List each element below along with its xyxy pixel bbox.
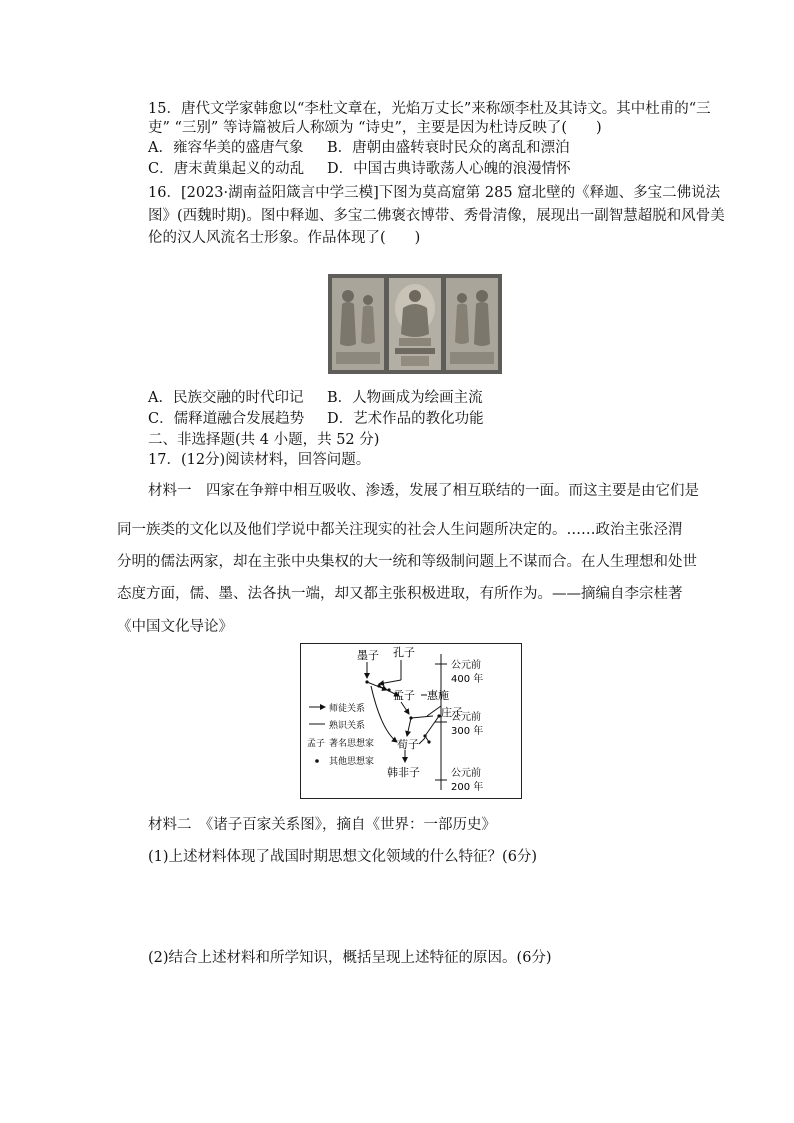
q15-option-a: A．雍容华美的盛唐气象 [148,140,304,156]
q16-option-c: C．儒释道融合发展趋势 [148,411,305,427]
q17-material1-line3: 分明的儒法两家，却在主张中央集权的大一统和等级制问题上不谋而合。在人生理想和处世 [117,554,697,570]
timeline-300-line2: 300 年 [451,726,484,737]
q16-stem-line3: 伦的汉人风流名士形象。作品体现了( ) [148,230,421,246]
timeline-400-line2: 400 年 [451,674,484,685]
q16-stem-line2: 图》(西魏时期)。图中释迦、多宝二佛褒衣博带、秀骨清像，展现出一副智慧超脱和风骨美 [148,208,725,224]
thinker-mengzi: 孟子 [393,689,415,702]
mural-center-panel [389,278,441,370]
q15-option-d: D．中国古典诗歌荡人心魄的浪漫情怀 [327,161,571,177]
q15-option-b: B．唐朝由盛转衰时民众的离乱和漂泊 [327,140,570,156]
q17-material1-line2: 同一族类的文化以及他们学说中都关注现实的社会人生问题所决定的。……政治主张泾渭 [117,522,683,538]
legend-teacher: 师徒关系 [329,704,366,714]
thinker-xunzi: 荀子 [397,738,419,751]
timeline-300-line1: 公元前 [451,712,481,723]
thinker-kongzi: 孔子 [393,646,415,659]
buddha-mural-image [328,274,502,374]
q17-material1-line4: 态度方面，儒、墨、法各执一端，却又都主张积极进取，有所作为。——摘编自李宗桂著 [117,586,683,602]
timeline-200-line1: 公元前 [451,768,481,779]
q17-material1-line1: 材料一 四家在争辩中相互吸收、渗透，发展了相互联结的一面。而这主要是由它们是 [148,483,699,499]
timeline-400-line1: 公元前 [451,660,481,671]
q17-material2: 材料二 《诸子百家关系图》，摘自《世界：一部历史》 [148,817,496,833]
mural-left-panel [332,278,384,370]
q17-material1-line5: 《中国文化导论》 [117,619,233,635]
q16-option-d: D．艺术作品的教化功能 [327,411,484,427]
q17-sub1: (1)上述材料体现了战国时期思想文化领域的什么特征？(6分) [148,849,538,865]
q16-option-b: B．人物画成为绘画主流 [327,390,483,406]
q17-stem: 17．(12分)阅读材料，回答问题。 [148,452,371,468]
thinker-mozi: 墨子 [357,649,379,662]
q15-stem-line1: 15．唐代文学家韩愈以“李杜文章在，光焰万丈长”来称颂李杜及其诗文。其中杜甫的“三 [148,101,711,117]
q15-option-c: C．唐末黄巢起义的动乱 [148,161,305,177]
legend-famous-sample: 孟子 [307,739,326,749]
q16-stem-line1: 16．[2023·湖南益阳箴言中学三模]下图为莫高窟第 285 窟北壁的《释迦、多宝二佛说法 [148,185,721,201]
mural-right-panel [446,278,498,370]
thinker-huishi: 惠施 [427,689,449,702]
q17-sub2: (2)结合上述材料和所学知识，概括呈现上述特征的原因。(6分) [148,950,552,966]
thinker-hanfeizi: 韩非子 [387,766,420,779]
timeline-200-line2: 200 年 [451,782,484,793]
legend-famous: 著名思想家 [329,739,375,749]
q16-option-a: A．民族交融的时代印记 [148,390,304,406]
legend-other: 其他思想家 [329,757,375,767]
legend-acquaint: 熟识关系 [329,721,366,731]
schools-relationship-diagram [300,643,522,799]
q15-stem-line2: 吏” “三别” 等诗篇被后人称颂为 “诗史”，主要是因为杜诗反映了( ) [148,120,602,136]
section2-heading: 二、非选择题(共 4 小题，共 52 分) [148,432,380,448]
thinker-zhuangzi: 庄子 [441,706,463,719]
